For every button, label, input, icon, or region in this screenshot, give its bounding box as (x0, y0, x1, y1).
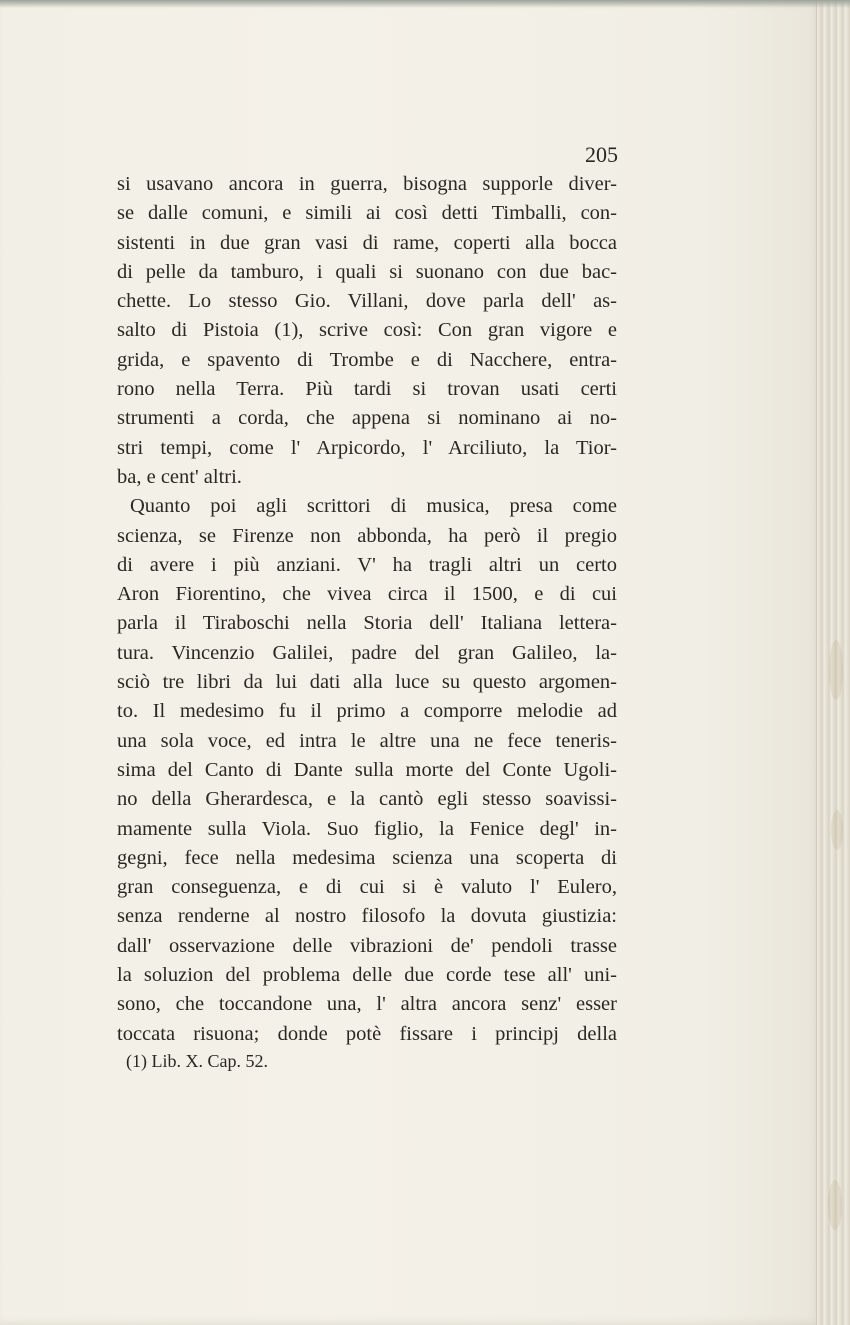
text-line: sciò tre libri da lui dati alla luce su questo argomen- (117, 671, 617, 694)
text-line: parla il Tiraboschi nella Storia dell' Italiana lettera- (117, 612, 617, 635)
text-line: la soluzion del problema delle due corde tese all' uni- (117, 964, 617, 987)
text-line: scienza, se Firenze non abbonda, ha però il pregio (117, 524, 617, 547)
text-line: chette. Lo stesso Gio. Villani, dove parla dell' as- (117, 290, 617, 313)
text-line: grida, e spavento di Trombe e di Nacchere, entra- (117, 348, 617, 371)
text-line: tura. Vincenzio Galilei, padre del gran Galileo, la- (117, 641, 617, 664)
text-line: gegni, fece nella medesima scienza una scoperta di (117, 846, 617, 869)
foxing-spot (829, 640, 843, 700)
page-number: 205 (585, 142, 618, 167)
text-line: salto di Pistoia (1), scrive così: Con gran vigore e (117, 319, 617, 342)
text-line: toccata risuona; donde potè fissare i principj della (117, 1022, 617, 1045)
top-shadow (0, 0, 850, 8)
text-line: sono, che toccandone una, l' altra ancora senz' esser (117, 993, 617, 1016)
text-line: gran conseguenza, e di cui si è valuto l' Eulero, (117, 876, 617, 899)
text-line: di pelle da tamburo, i quali si suonano con due bac- (117, 260, 617, 283)
text-line: si usavano ancora in guerra, bisogna supporle diver- (117, 173, 617, 195)
text-line: senza renderne al nostro filosofo la dovuta giustizia: (117, 905, 617, 928)
text-line: sima del Canto di Dante sulla morte del Conte Ugoli- (117, 758, 617, 781)
text-line: se dalle comuni, e simili ai così detti Timballi, con- (117, 202, 617, 225)
foxing-spot (831, 810, 843, 850)
text-line: Aron Fiorentino, che vivea circa il 1500, e di cui (117, 583, 617, 606)
text-line: stri tempi, come l' Arpicordo, l' Arciliuto, la Tior- (117, 436, 617, 459)
text-line: strumenti a corda, che appena si nominano ai no- (117, 407, 617, 430)
text-line: ba, e cent' altri. (117, 465, 242, 488)
text-line: sistenti in due gran vasi di rame, coperti alla bocca (117, 231, 617, 254)
text-line: Quanto poi agli scrittori di musica, presa come (130, 495, 617, 518)
foxing-spot (828, 1180, 842, 1230)
text-line: mamente sulla Viola. Suo figlio, la Fenice degl' in- (117, 817, 617, 840)
footnote: (1) Lib. X. Cap. 52. (126, 1051, 268, 1071)
text-line: una sola voce, ed intra le altre una ne fece teneris- (117, 729, 617, 752)
text-line: rono nella Terra. Più tardi si trovan usati certi (117, 378, 617, 401)
text-line: di avere i più anziani. V' ha tragli altri un certo (117, 553, 617, 576)
text-line: dall' osservazione delle vibrazioni de' pendoli trasse (117, 934, 617, 957)
text-line: to. Il medesimo fu il primo a comporre melodie ad (117, 700, 617, 723)
text-line: no della Gherardesca, e la cantò egli stesso soavissi- (117, 788, 617, 811)
body-text (117, 170, 617, 1049)
